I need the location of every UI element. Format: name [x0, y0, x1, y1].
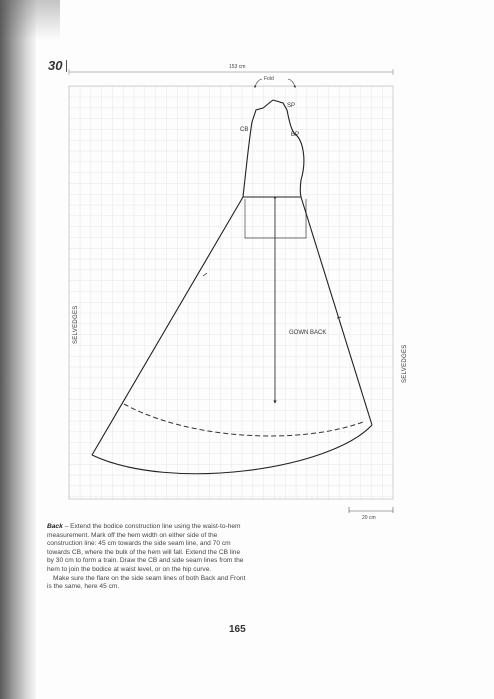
caption-lead: Back	[47, 523, 63, 530]
width-label: 153 cm	[229, 64, 246, 70]
grid-panel	[69, 86, 393, 499]
cb-label: CB	[240, 127, 249, 133]
bp-label: BP	[291, 132, 300, 138]
figure-number: 30	[48, 58, 63, 73]
page-number: 165	[229, 624, 246, 635]
caption-text-1: – Extend the bodice construction line using the waist-to-hem measurement. Mark off the hem width on either side of the construction line: 45 cm towards the side seam line, and 70 cm towards CB, where the bulk of the hem will fall. Extend the CB line by 30 cm to form a train. Draw the CB and side seam lines from the hem to join the bodice at waist level, or on the hip curve.	[47, 523, 244, 573]
selvedge-label-right: SELVEDGES	[402, 344, 408, 383]
scale-label: 20 cm	[362, 515, 376, 521]
gown-back-label: GOWN BACK	[289, 330, 327, 336]
selvedge-label-left: SELVEDGES	[73, 305, 79, 344]
caption	[47, 523, 247, 592]
caption-paragraph-2: Make sure the flare on the side seam lines of both Back and Front is the same, here 45 cm.	[47, 574, 246, 591]
fold-label: Fold	[264, 76, 274, 82]
sp-label: SP	[287, 103, 296, 109]
caption-paragraph-1	[47, 523, 247, 575]
